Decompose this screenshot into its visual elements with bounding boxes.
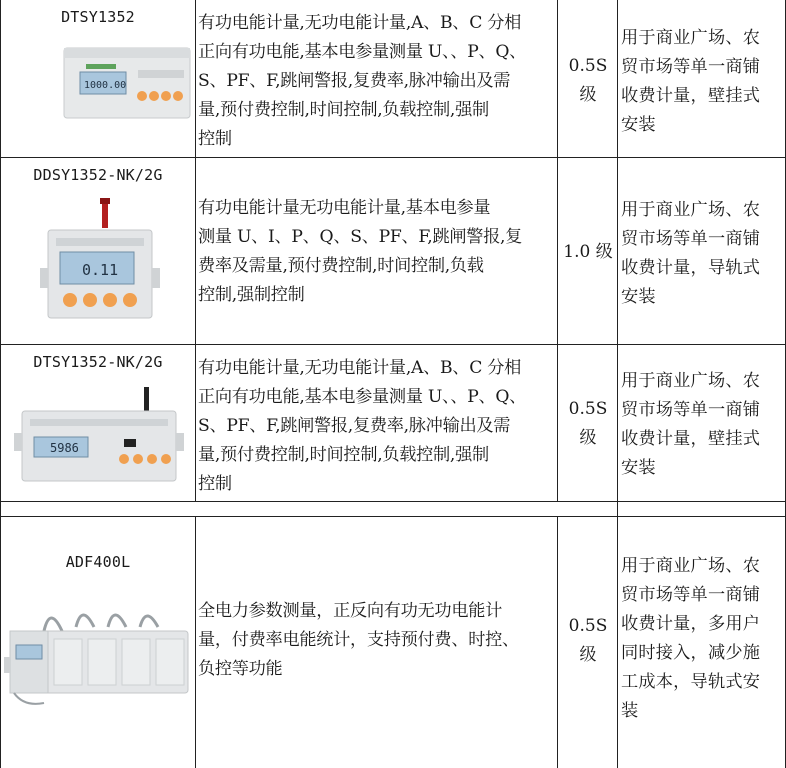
column-divider <box>617 0 618 768</box>
dtsy1352-nk-2g-meter-photo <box>10 381 186 493</box>
column-divider <box>0 0 1 768</box>
svg-text:5986: 5986 <box>50 441 79 455</box>
row-divider <box>0 516 786 517</box>
table-row <box>0 0 786 157</box>
ddsy1352-nk-2g-meter-photo <box>40 196 160 326</box>
column-divider <box>195 0 196 502</box>
column-divider <box>557 516 558 768</box>
model-name: DTSY1352-NK/2G <box>33 353 163 371</box>
row-divider <box>0 344 786 345</box>
accuracy-class: 0.5S 级 <box>568 616 608 665</box>
svg-text:1000.00: 1000.00 <box>84 80 127 91</box>
model-name: DDSY1352-NK/2G <box>33 166 163 184</box>
column-divider <box>195 516 196 768</box>
dtsy1352-meter-photo <box>58 36 198 126</box>
row-divider <box>0 157 786 158</box>
description: 有功电能计量无功电能计量,基本电参量 测量 U、I、P、Q、S、PF、F,跳闸警报,复 费率及需量,预付费控制,时间控制,负载 控制,强制控制 <box>198 198 523 305</box>
accuracy-class: 0.5S 级 <box>568 399 608 448</box>
row-divider <box>0 501 786 502</box>
model-name: ADF400L <box>65 553 131 571</box>
application: 用于商业广场、农 贸市场等单一商铺 收费计量，壁挂式 安装 <box>621 28 761 135</box>
description: 全电力参数测量，正反向有功无功电能计 量，付费率电能统计，支持预付费、时控、 负控等功能 <box>198 601 519 679</box>
table-row <box>0 517 786 768</box>
accuracy-class: 1.0 级 <box>563 242 613 262</box>
table-row <box>0 345 786 501</box>
application: 用于商业广场、农 贸市场等单一商铺 收费计量，多用户 同时接入，减少施 工成本，导轨式安 装 <box>621 556 761 721</box>
description: 有功电能计量,无功电能计量,A、B、C 分相 正向有功电能,基本电参量测量 U、、P、Q、 S、PF、F,跳闸警报,复费率,脉冲输出及需 量,预付费控制,时间控制,负载控制,强制 控制 <box>198 358 527 494</box>
application: 用于商业广场、农 贸市场等单一商铺 收费计量，壁挂式 安装 <box>621 371 761 478</box>
table-row <box>0 158 786 344</box>
column-divider <box>557 0 558 502</box>
model-name: DTSY1352 <box>61 8 135 26</box>
accuracy-class: 0.5S 级 <box>568 56 608 105</box>
adf400l-meter-photo <box>4 601 194 711</box>
application: 用于商业广场、农 贸市场等单一商铺 收费计量，导轨式 安装 <box>621 200 761 307</box>
description: 有功电能计量,无功电能计量,A、B、C 分相 正向有功电能,基本电参量测量 U、、P、Q、 S、PF、F,跳闸警报,复费率,脉冲输出及需 量,预付费控制,时间控制,负载控制,强制 控制 <box>198 13 527 149</box>
svg-text:0.11: 0.11 <box>82 261 119 279</box>
